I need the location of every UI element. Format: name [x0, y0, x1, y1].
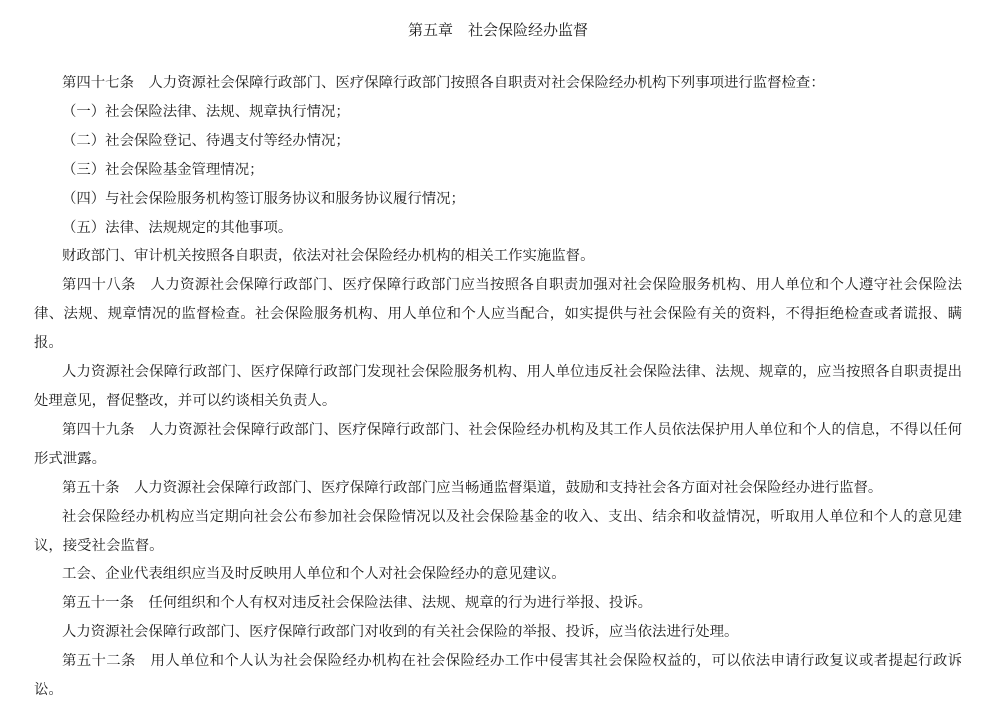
article-50-clause-2: 社会保险经办机构应当定期向社会公布参加社会保险情况以及社会保险基金的收入、支出、结余和收益情况，听取用人单位和个人的意见建议，接受社会监督。	[34, 508, 962, 554]
article-52: 第五十二条 用人单位和个人认为社会保险经办机构在社会保险经办工作中侵害其社会保险权益的，可以依法申请行政复议或者提起行政诉讼。	[34, 653, 962, 699]
article-47-item-2: （二）社会保险登记、待遇支付等经办情况；	[62, 132, 350, 149]
chapter-title: 第五章 社会保险经办监督	[407, 21, 588, 39]
article-47: 第四十七条 人力资源社会保障行政部门、医疗保障行政部门按照各自职责对社会保险经办机构下列事项进行监督检查：	[62, 75, 825, 91]
document-body	[34, 69, 962, 701]
article-47-clause-2: 财政部门、审计机关按照各自职责，依法对社会保险经办机构的相关工作实施监督。	[62, 248, 595, 265]
article-48-clause-2: 人力资源社会保障行政部门、医疗保障行政部门发现社会保险服务机构、用人单位违反社会保险法律、法规、规章的，应当按照各自职责提出处理意见，督促整改，并可以约谈相关负责人。	[34, 364, 962, 409]
article-51-clause-2: 人力资源社会保障行政部门、医疗保障行政部门对收到的有关社会保险的举报、投诉，应当依法进行处理。	[62, 624, 739, 641]
article-51: 第五十一条 任何组织和个人有权对违反社会保险法律、法规、规章的行为进行举报、投诉。	[62, 595, 653, 612]
article-50-clause-3: 工会、企业代表组织应当及时反映用人单位和个人对社会保险经办的意见建议。	[62, 566, 566, 583]
article-47-item-5: （五）法律、法规规定的其他事项。	[62, 219, 293, 236]
article-48: 第四十八条 人力资源社会保障行政部门、医疗保障行政部门应当按照各自职责加强对社会保险服务机构、用人单位和个人遵守社会保险法律、法规、规章情况的监督检查。社会保险服务机构、用人单位和个人应当配合，如实提供与社会保险有关的资料，不得拒绝检查或者谎报、瞒报。	[34, 277, 962, 352]
article-49: 第四十九条 人力资源社会保障行政部门、医疗保障行政部门、社会保险经办机构及其工作人员依法保护用人单位和个人的信息，不得以任何形式泄露。	[34, 421, 962, 467]
article-50: 第五十条 人力资源社会保障行政部门、医疗保障行政部门应当畅通监督渠道，鼓励和支持社会各方面对社会保险经办进行监督。	[62, 479, 883, 496]
article-47-item-1: （一）社会保险法律、法规、规章执行情况；	[62, 103, 350, 120]
article-47-item-3: （三）社会保险基金管理情况；	[62, 161, 264, 178]
article-47-item-4: （四）与社会保险服务机构签订服务协议和服务协议履行情况；	[62, 190, 465, 207]
